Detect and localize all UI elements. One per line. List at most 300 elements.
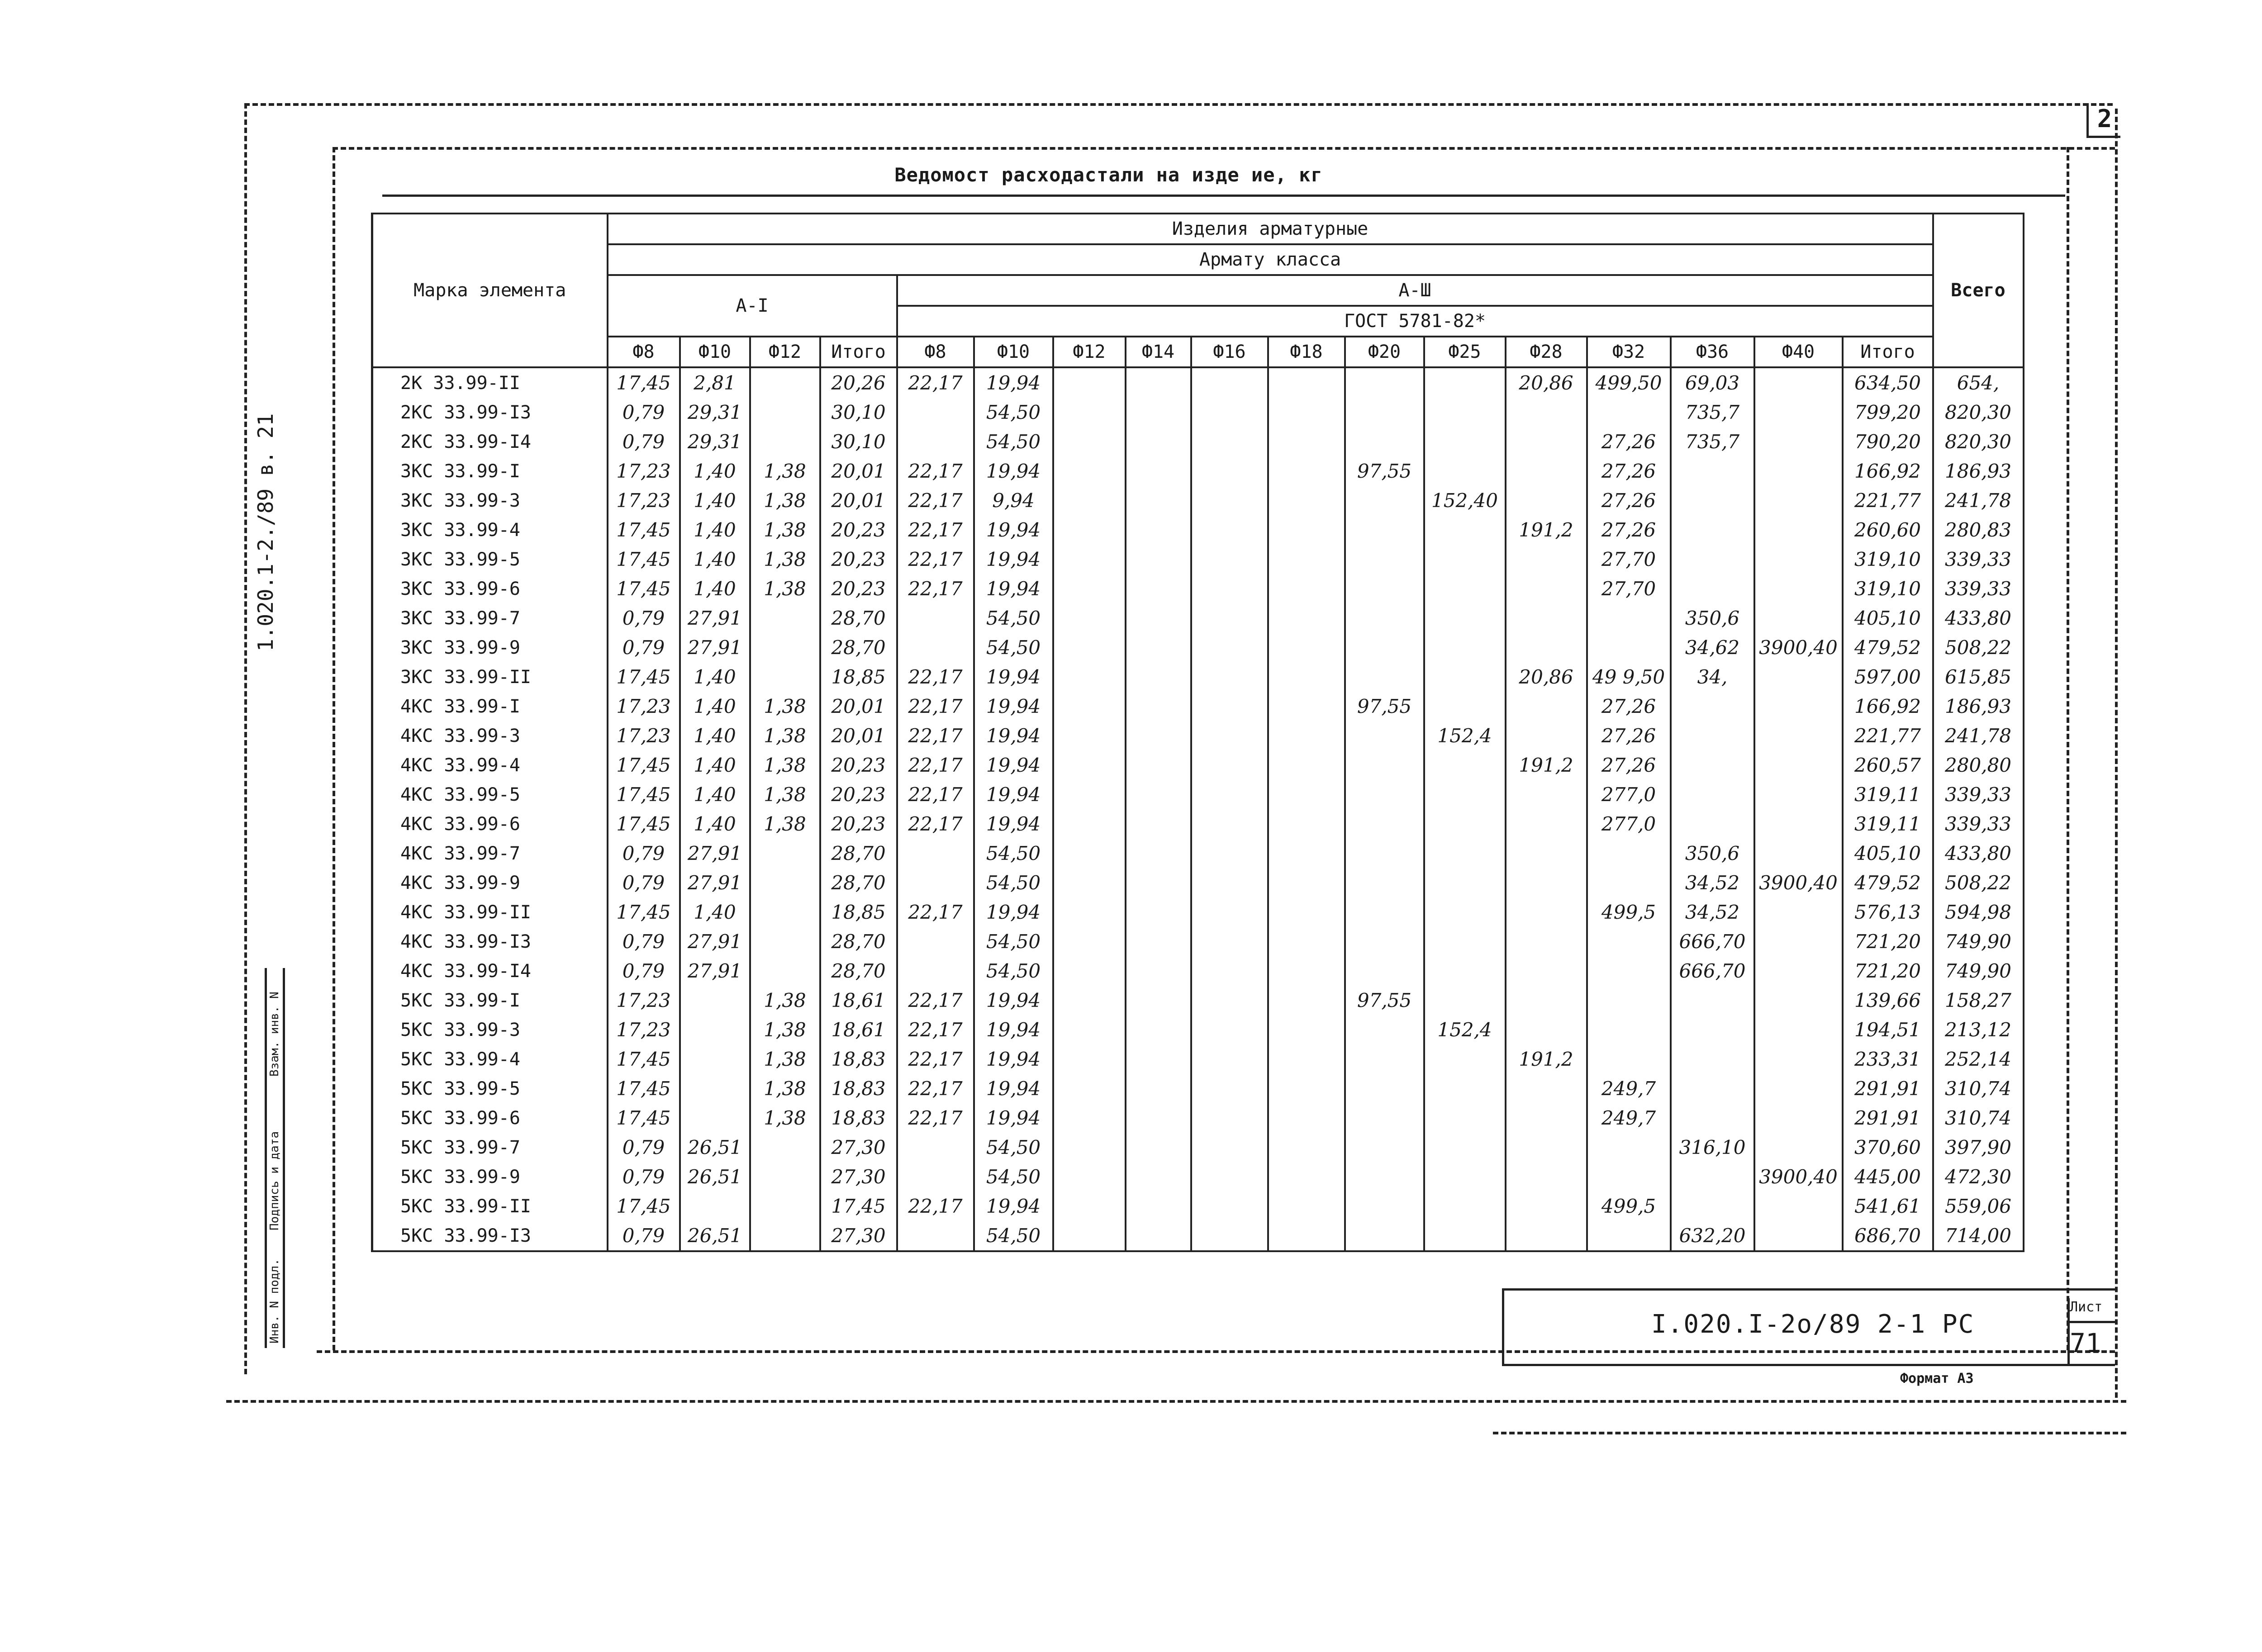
value-cell [1345, 398, 1424, 427]
value-cell [1126, 1133, 1191, 1162]
value-cell: 277,0 [1587, 809, 1671, 839]
value-cell: 18,85 [820, 897, 897, 927]
value-cell [1268, 1162, 1345, 1192]
value-cell: 54,50 [974, 868, 1053, 897]
value-cell [1191, 456, 1268, 486]
table-row [372, 633, 2024, 662]
value-cell: 433,80 [1933, 839, 2024, 868]
col-header: Ф10 [974, 337, 1053, 367]
value-cell: 28,70 [820, 956, 897, 986]
value-cell: 19,94 [974, 1103, 1053, 1133]
value-cell [1345, 1192, 1424, 1221]
table-row [372, 780, 2024, 809]
value-cell [1754, 721, 1843, 750]
value-cell [680, 1074, 750, 1103]
value-cell [1424, 839, 1506, 868]
value-cell [1587, 603, 1671, 633]
value-cell: 433,80 [1933, 603, 2024, 633]
value-cell: 790,20 [1843, 427, 1933, 456]
value-cell [1268, 1044, 1345, 1074]
value-cell [1345, 1015, 1424, 1044]
value-cell: 166,92 [1843, 456, 1933, 486]
value-cell [1424, 927, 1506, 956]
value-cell [750, 603, 820, 633]
value-cell [1754, 456, 1843, 486]
value-cell [750, 662, 820, 692]
value-cell: 3900,40 [1754, 633, 1843, 662]
value-cell: 34, [1671, 662, 1754, 692]
stamp-list-label: Лист [2070, 1299, 2103, 1315]
value-cell [750, 897, 820, 927]
value-cell: 27,26 [1587, 456, 1671, 486]
value-cell: 18,83 [820, 1044, 897, 1074]
value-cell: 0,79 [608, 427, 680, 456]
value-cell: 17,45 [608, 367, 680, 398]
value-cell [1053, 780, 1126, 809]
value-cell [1754, 1015, 1843, 1044]
value-cell: 594,98 [1933, 897, 2024, 927]
value-cell [1345, 897, 1424, 927]
stamp-top [1502, 1288, 2115, 1291]
value-cell: 22,17 [897, 1192, 974, 1221]
value-cell: 22,17 [897, 1074, 974, 1103]
value-cell: 735,7 [1671, 427, 1754, 456]
value-cell [1506, 1103, 1587, 1133]
value-cell: 186,93 [1933, 456, 2024, 486]
value-cell [897, 633, 974, 662]
value-cell [1268, 662, 1345, 692]
value-cell: 472,30 [1933, 1162, 2024, 1192]
value-cell [1506, 603, 1587, 633]
rotated-document-code: 1.020.1-2./89 в. 21 [253, 413, 278, 651]
table-row [372, 1192, 2024, 1221]
value-cell [1754, 1044, 1843, 1074]
value-cell: 22,17 [897, 515, 974, 545]
header-rebar: Армату класса [608, 244, 1933, 275]
value-cell [1191, 897, 1268, 927]
value-cell: 54,50 [974, 956, 1053, 986]
value-cell [1191, 1103, 1268, 1133]
value-cell [897, 1162, 974, 1192]
value-cell [1424, 662, 1506, 692]
value-cell: 19,94 [974, 545, 1053, 574]
value-cell [1126, 486, 1191, 515]
table-row [372, 1044, 2024, 1074]
value-cell [1506, 1162, 1587, 1192]
value-cell: 17,45 [608, 750, 680, 780]
value-cell: 1,38 [750, 515, 820, 545]
value-cell [1191, 515, 1268, 545]
value-cell: 1,40 [680, 780, 750, 809]
element-mark-cell: 4КС 33.99-7 [372, 839, 608, 868]
value-cell [897, 603, 974, 633]
col-header: Ф18 [1268, 337, 1345, 367]
value-cell [1126, 721, 1191, 750]
value-cell: 260,60 [1843, 515, 1933, 545]
table-row [372, 956, 2024, 986]
value-cell [1268, 927, 1345, 956]
col-header: Ф32 [1587, 337, 1671, 367]
value-cell: 291,91 [1843, 1074, 1933, 1103]
outer-frame-left [244, 103, 247, 1374]
value-cell: 20,23 [820, 545, 897, 574]
value-cell: 20,01 [820, 486, 897, 515]
value-cell [1424, 633, 1506, 662]
value-cell [1506, 574, 1587, 603]
value-cell: 27,26 [1587, 750, 1671, 780]
value-cell: 20,23 [820, 574, 897, 603]
value-cell: 508,22 [1933, 868, 2024, 897]
value-cell [750, 1133, 820, 1162]
value-cell [1345, 1103, 1424, 1133]
value-cell [1053, 398, 1126, 427]
value-cell: 339,33 [1933, 809, 2024, 839]
value-cell [1268, 986, 1345, 1015]
value-cell [1345, 1221, 1424, 1251]
table-row [372, 897, 2024, 927]
value-cell: 445,00 [1843, 1162, 1933, 1192]
value-cell: 19,94 [974, 1015, 1053, 1044]
value-cell: 1,40 [680, 456, 750, 486]
col-header: Ф8 [608, 337, 680, 367]
value-cell: 221,77 [1843, 721, 1933, 750]
table-row [372, 545, 2024, 574]
value-cell [1191, 574, 1268, 603]
value-cell [750, 398, 820, 427]
value-cell [1126, 633, 1191, 662]
value-cell [1126, 1074, 1191, 1103]
value-cell [1191, 603, 1268, 633]
value-cell: 97,55 [1345, 986, 1424, 1015]
value-cell: 0,79 [608, 1221, 680, 1251]
value-cell: 194,51 [1843, 1015, 1933, 1044]
value-cell: 1,38 [750, 1015, 820, 1044]
col-header: Ф12 [750, 337, 820, 367]
element-mark-cell: 3КС 33.99-I [372, 456, 608, 486]
value-cell [1126, 367, 1191, 398]
value-cell [750, 868, 820, 897]
header-products: Изделия арматурные [608, 214, 1933, 244]
value-cell [1345, 515, 1424, 545]
value-cell: 19,94 [974, 986, 1053, 1015]
value-cell [1191, 486, 1268, 515]
value-cell [1126, 515, 1191, 545]
value-cell [1268, 633, 1345, 662]
value-cell [1053, 574, 1126, 603]
value-cell [1506, 633, 1587, 662]
value-cell [1671, 1015, 1754, 1044]
value-cell [1268, 1192, 1345, 1221]
value-cell [1345, 956, 1424, 986]
value-cell: 20,23 [820, 515, 897, 545]
table-row [372, 603, 2024, 633]
value-cell: 28,70 [820, 633, 897, 662]
value-cell [1126, 456, 1191, 486]
value-cell [1671, 986, 1754, 1015]
value-cell: 22,17 [897, 750, 974, 780]
value-cell: 499,50 [1587, 367, 1671, 398]
value-cell: 634,50 [1843, 367, 1933, 398]
value-cell [1126, 839, 1191, 868]
value-cell [1126, 1192, 1191, 1221]
value-cell: 27,91 [680, 603, 750, 633]
value-cell [750, 956, 820, 986]
value-cell [1587, 839, 1671, 868]
value-cell: 479,52 [1843, 868, 1933, 897]
value-cell: 17,45 [608, 574, 680, 603]
value-cell [1053, 868, 1126, 897]
value-cell [1268, 1015, 1345, 1044]
value-cell [1345, 780, 1424, 809]
value-cell [1506, 956, 1587, 986]
value-cell: 29,31 [680, 398, 750, 427]
value-cell [680, 1044, 750, 1074]
value-cell [1345, 662, 1424, 692]
value-cell: 27,70 [1587, 574, 1671, 603]
value-cell [750, 927, 820, 956]
value-cell: 1,38 [750, 545, 820, 574]
value-cell: 319,10 [1843, 545, 1933, 574]
table-row [372, 868, 2024, 897]
value-cell: 27,26 [1587, 692, 1671, 721]
element-mark-cell: 4КС 33.99-6 [372, 809, 608, 839]
value-cell [1754, 1192, 1843, 1221]
value-cell [1506, 780, 1587, 809]
value-cell [1126, 427, 1191, 456]
value-cell: 1,40 [680, 721, 750, 750]
value-cell: 1,38 [750, 456, 820, 486]
value-cell: 22,17 [897, 662, 974, 692]
value-cell: 339,33 [1933, 545, 2024, 574]
value-cell: 54,50 [974, 1221, 1053, 1251]
value-cell: 1,40 [680, 486, 750, 515]
value-cell [1053, 956, 1126, 986]
value-cell [750, 1221, 820, 1251]
value-cell: 19,94 [974, 1074, 1053, 1103]
value-cell: 191,2 [1506, 750, 1587, 780]
value-cell [1191, 956, 1268, 986]
stamp-bottom [1502, 1364, 2115, 1366]
value-cell: 339,33 [1933, 780, 2024, 809]
value-cell [1345, 750, 1424, 780]
value-cell [1268, 1074, 1345, 1103]
value-cell: 213,12 [1933, 1015, 2024, 1044]
value-cell: 18,61 [820, 986, 897, 1015]
value-cell: 17,45 [820, 1192, 897, 1221]
value-cell [1053, 1133, 1126, 1162]
value-cell [1126, 868, 1191, 897]
value-cell [1587, 1221, 1671, 1251]
value-cell: 350,6 [1671, 603, 1754, 633]
table-row [372, 839, 2024, 868]
element-mark-cell: 3КС 33.99-II [372, 662, 608, 692]
value-cell: 721,20 [1843, 927, 1933, 956]
value-cell [1053, 662, 1126, 692]
value-cell: 1,38 [750, 750, 820, 780]
paper-format: Формат А3 [1900, 1371, 1974, 1386]
value-cell [1191, 1221, 1268, 1251]
table-row [372, 1162, 2024, 1192]
value-cell: 508,22 [1933, 633, 2024, 662]
col-mark-header: Марка элемента [372, 214, 608, 367]
value-cell: 54,50 [974, 1133, 1053, 1162]
value-cell: 0,79 [608, 956, 680, 986]
inner-frame-top [333, 147, 2115, 150]
value-cell: 241,78 [1933, 721, 2024, 750]
value-cell [1506, 986, 1587, 1015]
value-cell [1268, 1133, 1345, 1162]
value-cell: 20,01 [820, 721, 897, 750]
value-cell [1053, 927, 1126, 956]
value-cell: 30,10 [820, 398, 897, 427]
col-header: Ф16 [1191, 337, 1268, 367]
value-cell [1424, 809, 1506, 839]
value-cell: 19,94 [974, 721, 1053, 750]
element-mark-cell: 3КС 33.99-4 [372, 515, 608, 545]
value-cell [1671, 486, 1754, 515]
value-cell: 27,26 [1587, 486, 1671, 515]
value-cell [1268, 721, 1345, 750]
value-cell: 17,45 [608, 1192, 680, 1221]
value-cell [1126, 1103, 1191, 1133]
value-cell [1126, 603, 1191, 633]
value-cell [1754, 427, 1843, 456]
value-cell [1424, 1103, 1506, 1133]
value-cell: 1,38 [750, 1074, 820, 1103]
value-cell: 1,40 [680, 574, 750, 603]
value-cell [1424, 897, 1506, 927]
value-cell [1506, 456, 1587, 486]
value-cell: 20,23 [820, 780, 897, 809]
table-title: Ведомост расходастали на изде ие, кг [894, 164, 1323, 186]
value-cell: 22,17 [897, 574, 974, 603]
value-cell: 20,26 [820, 367, 897, 398]
value-cell [1191, 1015, 1268, 1044]
value-cell: 22,17 [897, 367, 974, 398]
value-cell [1126, 692, 1191, 721]
value-cell: 191,2 [1506, 515, 1587, 545]
value-cell [1126, 809, 1191, 839]
value-cell [1345, 486, 1424, 515]
value-cell: 186,93 [1933, 692, 2024, 721]
element-mark-cell: 2КС 33.99-I3 [372, 398, 608, 427]
value-cell: 1,40 [680, 662, 750, 692]
value-cell: 27,70 [1587, 545, 1671, 574]
table-row [372, 574, 2024, 603]
value-cell [1754, 603, 1843, 633]
col-header: Ф20 [1345, 337, 1424, 367]
value-cell [1671, 456, 1754, 486]
value-cell [750, 1162, 820, 1192]
value-cell [1053, 427, 1126, 456]
value-cell: 22,17 [897, 809, 974, 839]
value-cell [1754, 486, 1843, 515]
element-mark-cell: 4КС 33.99-I [372, 692, 608, 721]
value-cell: 1,38 [750, 692, 820, 721]
value-cell [1587, 1044, 1671, 1074]
value-cell: 0,79 [608, 1133, 680, 1162]
value-cell: 735,7 [1671, 398, 1754, 427]
value-cell: 26,51 [680, 1133, 750, 1162]
value-cell: 615,85 [1933, 662, 2024, 692]
value-cell: 17,45 [608, 662, 680, 692]
value-cell [1424, 956, 1506, 986]
element-mark-cell: 3КС 33.99-7 [372, 603, 608, 633]
value-cell [1671, 1192, 1754, 1221]
table-body [372, 367, 2024, 1251]
value-cell [1053, 839, 1126, 868]
value-cell [1191, 1074, 1268, 1103]
value-cell: 260,57 [1843, 750, 1933, 780]
value-cell: 54,50 [974, 839, 1053, 868]
value-cell: 22,17 [897, 1103, 974, 1133]
value-cell [750, 367, 820, 398]
value-cell: 22,17 [897, 545, 974, 574]
value-cell [1754, 515, 1843, 545]
value-cell: 27,91 [680, 839, 750, 868]
value-cell [897, 956, 974, 986]
table-row [372, 1015, 2024, 1044]
table-row [372, 1133, 2024, 1162]
value-cell [1053, 456, 1126, 486]
col-header: Ф14 [1126, 337, 1191, 367]
value-cell [1268, 692, 1345, 721]
value-cell [1424, 427, 1506, 456]
value-cell [1424, 398, 1506, 427]
value-cell [1345, 1044, 1424, 1074]
value-cell: 0,79 [608, 839, 680, 868]
value-cell [1191, 662, 1268, 692]
value-cell [1345, 545, 1424, 574]
value-cell [1754, 1103, 1843, 1133]
table-top-line [382, 195, 2065, 197]
value-cell [1268, 603, 1345, 633]
value-cell: 17,45 [608, 809, 680, 839]
value-cell [1424, 868, 1506, 897]
value-cell [1587, 1133, 1671, 1162]
value-cell: 191,2 [1506, 1044, 1587, 1074]
element-mark-cell: 5КС 33.99-6 [372, 1103, 608, 1133]
value-cell [1424, 545, 1506, 574]
value-cell: 17,23 [608, 486, 680, 515]
value-cell [1191, 809, 1268, 839]
value-cell: 1,38 [750, 780, 820, 809]
value-cell: 249,7 [1587, 1103, 1671, 1133]
value-cell: 28,70 [820, 839, 897, 868]
value-cell [1268, 780, 1345, 809]
value-cell [1191, 986, 1268, 1015]
value-cell [1053, 986, 1126, 1015]
value-cell: 19,94 [974, 574, 1053, 603]
value-cell [897, 398, 974, 427]
value-cell [1754, 986, 1843, 1015]
value-cell [1754, 1221, 1843, 1251]
value-cell [897, 868, 974, 897]
value-cell [1424, 1044, 1506, 1074]
value-cell [1587, 956, 1671, 986]
value-cell: 17,45 [608, 1074, 680, 1103]
value-cell: 316,10 [1671, 1133, 1754, 1162]
value-cell [1424, 1074, 1506, 1103]
value-cell: 597,00 [1843, 662, 1933, 692]
value-cell [1126, 1015, 1191, 1044]
value-cell: 27,91 [680, 633, 750, 662]
side-label-replace: Взам. инв. N [268, 992, 281, 1077]
value-cell: 499,5 [1587, 897, 1671, 927]
value-cell: 1,40 [680, 750, 750, 780]
value-cell [1345, 868, 1424, 897]
outer-frame-right [2115, 109, 2118, 1398]
